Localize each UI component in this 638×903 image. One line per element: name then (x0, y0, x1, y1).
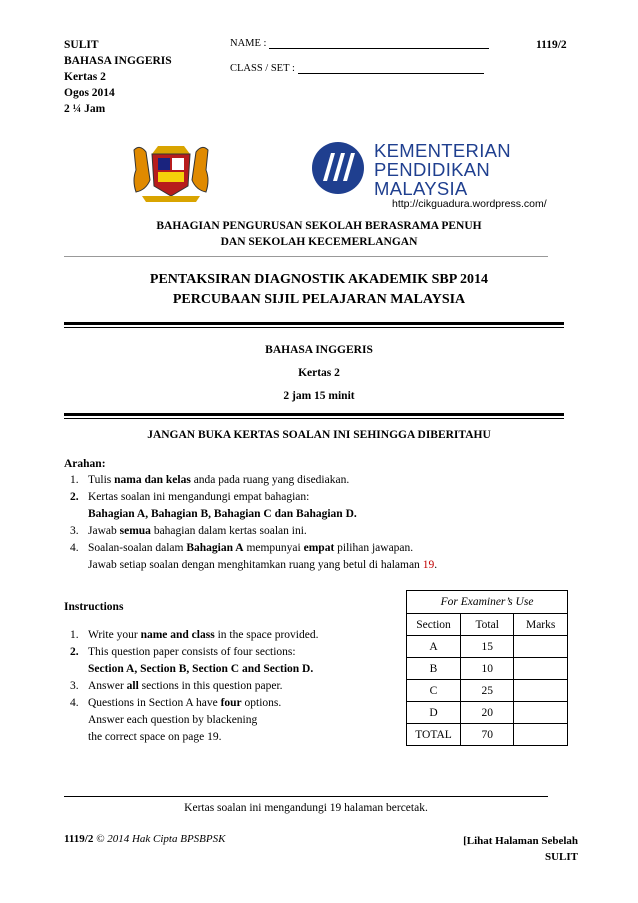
examiner-box (406, 590, 568, 746)
item-text: This question paper consists of four sections: (88, 646, 296, 658)
double-rule-bottom (64, 418, 564, 419)
double-rule-top (64, 413, 564, 416)
item-bold: nama dan kelas (114, 474, 191, 486)
arahan-title: Arahan: (64, 458, 106, 470)
item-text: options. (241, 697, 282, 709)
table-row (407, 702, 568, 724)
total-cell: 25 (461, 680, 514, 702)
kpm-line-2: PENDIDIKAN (374, 159, 491, 180)
kpm-logo-text (374, 141, 511, 198)
item-text: Jawab (88, 525, 120, 537)
item-text: pilihan jawapan. (334, 542, 414, 554)
duration: 2 jam 15 minit (283, 390, 355, 402)
marks-cell[interactable] (514, 658, 568, 680)
footer-code: 1119/2 (64, 833, 94, 845)
item-text: Jawab setiap soalan dengan menghitamkan ruang yang betul di halaman (88, 559, 423, 571)
item-text: Soalan-soalan dalam (88, 542, 187, 554)
class-row (230, 63, 484, 74)
item-text: anda pada ruang yang disediakan. (190, 474, 350, 486)
exam-title-2: PERCUBAAN SIJIL PELAJARAN MALAYSIA (172, 292, 466, 307)
header-left-line: BAHASA INGGERIS (64, 55, 172, 67)
section-cell: TOTAL (407, 724, 461, 746)
item-number: 4. (70, 542, 79, 554)
item-bold: name and class (140, 629, 215, 641)
item-bold: Bahagian A (186, 542, 244, 554)
examiner-title: For Examiner’s Use (407, 591, 568, 614)
blog-url[interactable]: http://cikguadura.wordpress.com/ (392, 198, 547, 210)
table-row (407, 680, 568, 702)
org-line-2: DAN SEKOLAH KECEMERLANGAN (220, 236, 418, 248)
marks-cell[interactable] (514, 636, 568, 658)
warning: JANGAN BUKA KERTAS SOALAN INI SEHINGGA DIBERITAHU (147, 429, 491, 441)
arahan-list (64, 472, 564, 574)
item-bold: Bahagian A, Bahagian B, Bahagian C dan Bahagian D. (88, 508, 357, 520)
item-bold: four (220, 697, 242, 709)
item-number: 1. (70, 629, 79, 641)
footer-copyright (64, 833, 225, 845)
footer-right (463, 833, 578, 865)
kpm-logo-icon (307, 141, 369, 195)
instruction-item (64, 644, 394, 678)
divider (64, 256, 548, 257)
header-left-line: 2 ¼ Jam (64, 103, 106, 115)
item-text: bahagian dalam kertas soalan ini. (150, 525, 307, 537)
header-left-block (64, 37, 172, 117)
instructions-list (64, 627, 394, 746)
class-label: CLASS / SET : (230, 63, 298, 74)
arahan-item (64, 472, 564, 489)
examiner-table (406, 590, 568, 746)
malaysia-crest-icon (128, 140, 214, 204)
item-text: Answer each question by blackening (88, 714, 258, 726)
footer-copyright-text: © 2014 Hak Cipta BPSBPSK (93, 833, 226, 845)
table-row (407, 724, 568, 746)
item-bold: empat (303, 542, 335, 554)
arahan-item (64, 523, 564, 540)
section-cell: A (407, 636, 461, 658)
item-text: the correct space on page 19. (88, 731, 222, 743)
total-cell: 70 (461, 724, 514, 746)
subject-block (64, 339, 574, 408)
header-left-line: Ogos 2014 (64, 87, 115, 99)
class-field[interactable] (298, 73, 484, 74)
section-cell: C (407, 680, 461, 702)
item-text: mempunyai (243, 542, 304, 554)
item-number: 3. (70, 525, 79, 537)
item-number: 2. (70, 491, 79, 503)
arahan-item (64, 540, 564, 574)
paper-number: Kertas 2 (298, 367, 340, 379)
instructions-title: Instructions (64, 601, 124, 613)
header-left-line: SULIT (64, 39, 99, 51)
page-count-note: Kertas soalan ini mengandungi 19 halaman bercetak. (184, 802, 428, 814)
double-rule-bottom (64, 327, 564, 328)
marks-cell[interactable] (514, 702, 568, 724)
organization (64, 218, 574, 250)
arahan-item (64, 489, 564, 523)
header-section: Section (407, 614, 461, 636)
exam-title (64, 270, 574, 310)
kpm-line-1: KEMENTERIAN (374, 140, 511, 161)
section-cell: B (407, 658, 461, 680)
instruction-item (64, 627, 394, 644)
org-line-1: BAHAGIAN PENGURUSAN SEKOLAH BERASRAMA PENUH (156, 220, 482, 232)
item-text: in the space provided. (214, 629, 319, 641)
item-text: Tulis (88, 474, 115, 486)
name-row (230, 38, 489, 49)
header-left-line: Kertas 2 (64, 71, 106, 83)
next-page-label: [Lihat Halaman Sebelah (463, 835, 578, 847)
total-cell: 15 (461, 636, 514, 658)
item-text: Kertas soalan ini mengandungi empat bahagian: (88, 491, 310, 503)
item-bold: Section A, Section B, Section C and Section D. (88, 663, 314, 675)
item-number: 1. (70, 474, 79, 486)
item-number: 2. (70, 646, 79, 658)
item-text: Write your (88, 629, 141, 641)
page-reference: 19 (422, 559, 435, 571)
total-cell: 10 (461, 658, 514, 680)
item-text: sections in this question paper. (138, 680, 283, 692)
paper-code: 1119/2 (536, 39, 567, 51)
header-total: Total (461, 614, 514, 636)
name-label: NAME : (230, 38, 270, 49)
subject: BAHASA INGGERIS (265, 344, 373, 356)
section-cell: D (407, 702, 461, 724)
footer-divider (64, 796, 548, 797)
marks-cell[interactable] (514, 724, 568, 746)
item-bold: all (126, 680, 139, 692)
total-cell: 20 (461, 702, 514, 724)
instruction-item (64, 678, 394, 695)
kpm-line-3: MALAYSIA (374, 178, 468, 199)
table-row (407, 636, 568, 658)
item-text: . (434, 559, 438, 571)
item-text: Questions in Section A have (88, 697, 221, 709)
footer-sulit: SULIT (544, 851, 578, 863)
table-row (407, 658, 568, 680)
double-rule-top (64, 322, 564, 325)
item-bold: semua (119, 525, 151, 537)
item-text: Answer (88, 680, 127, 692)
header-marks: Marks (514, 614, 568, 636)
item-number: 4. (70, 697, 79, 709)
exam-title-1: PENTAKSIRAN DIAGNOSTIK AKADEMIK SBP 2014 (149, 272, 489, 287)
name-field[interactable] (269, 48, 489, 49)
instruction-item (64, 695, 394, 746)
marks-cell[interactable] (514, 680, 568, 702)
item-number: 3. (70, 680, 79, 692)
